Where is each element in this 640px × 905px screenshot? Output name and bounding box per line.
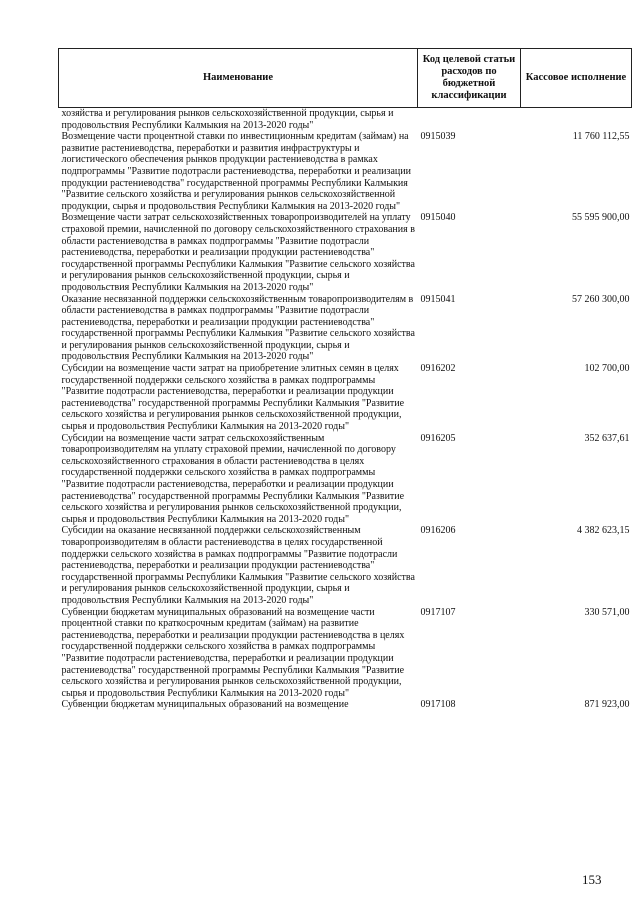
row-code: 0917107	[420, 606, 456, 618]
row-code: 0915041	[420, 293, 456, 305]
page-number: 153	[582, 872, 602, 887]
row-name: Возмещение части процентной ставки по инвестиционным кредитам (займам) на развитие растениеводства, переработки и развития инфраструктуры и логистического обеспечения рынков продукции растениеводства в рамках подпрограммы "Развитие подотрасли растениеводства, переработки и реализации продукции растениеводства" государственной программы Республики Калмыкия "Развитие сельского хозяйства и регулирования рынков сельскохозяйственной продукции, сырья и продовольствия Республики Калмыкия на 2013-2020 годы"	[61, 131, 411, 212]
row-code: 0916205	[420, 432, 456, 444]
header-code: Код целевой статьи расходов по бюджетной классификации	[418, 49, 521, 108]
table-row	[59, 108, 632, 132]
table-row	[59, 433, 632, 526]
table-row	[59, 525, 632, 606]
row-name: Возмещение части затрат сельскохозяйственных товаропроизводителей на уплату страховой премии, начисленной по договору сельскохозяйственного страхования в области растениеводства в рамках подпрограммы "Развитие подотрасли растениеводства, переработки и реализации продукции растениеводства" государственной программы Республики Калмыкия "Развитие сельского хозяйства и регулирования рынков сельскохозяйственной продукции, сырья и продовольствия Республики Калмыкия на 2013-2020 годы"	[61, 212, 415, 293]
row-name: Субсидии на оказание несвязанной поддержки сельскохозяйственным товаропроизводителям в области растениеводства в целях государственной поддержки сельского хозяйства в рамках подпрограммы "Развитие подотрасли растениеводства, переработки и реализации продукции растениеводства" государственной программы Республики Калмыкия "Развитие сельского хозяйства и регулирования рынков сельскохозяйственной продукции, сырья и продовольствия Республики Калмыкия на 2013-2020 годы"	[61, 525, 415, 606]
table-row	[59, 212, 632, 293]
row-code	[418, 108, 521, 132]
table-row	[59, 607, 632, 700]
row-name: Оказание несвязанной поддержки сельскохозяйственным товаропроизводителям в области растениеводства в рамках подпрограммы "Развитие подотрасли растениеводства, переработки и реализации продукции растениеводства" государственной программы Республики Калмыкия "Развитие сельского хозяйства и регулирования рынков сельскохозяйственной продукции, сырья и продовольствия Республики Калмыкия на 2013-2020 годы"	[61, 293, 415, 363]
row-amount: 57 260 300,00	[572, 293, 630, 305]
row-amount	[521, 108, 632, 132]
row-amount: 11 760 112,55	[572, 131, 630, 143]
row-code: 0916206	[420, 525, 456, 537]
row-amount: 55 595 900,00	[572, 212, 630, 224]
row-code: 0917108	[420, 699, 456, 711]
row-code: 0915040	[420, 212, 456, 224]
table-row	[59, 294, 632, 364]
header-execution: Кассовое исполнение	[521, 49, 632, 108]
row-amount: 330 571,00	[584, 606, 630, 618]
header-name: Наименование	[59, 49, 418, 108]
budget-execution-table	[58, 48, 632, 711]
row-name: Субвенции бюджетам муниципальных образований на возмещение части процентной ставки по краткосрочным кредитам (займам) на развитие растениеводства, переработки и реализации продукции растениеводства в целях государственной поддержки сельского хозяйства в рамках подпрограммы "Развитие подотрасли растениеводства, переработки и реализации продукции растениеводства" государственной программы Республики Калмыкия "Развитие сельского хозяйства и регулирования рынков сельскохозяйственной продукции, сырья и продовольствия Республики Калмыкия на 2013-2020 годы"	[61, 606, 405, 699]
row-code: 0915039	[420, 131, 456, 143]
row-name: хозяйства и регулирования рынков сельскохозяйственной продукции, сырья и продовольствия Республики Калмыкия на 2013-2020 годы"	[61, 108, 394, 131]
table-row	[59, 131, 632, 212]
row-amount: 102 700,00	[584, 363, 630, 375]
row-amount: 352 637,61	[584, 432, 630, 444]
row-code: 0916202	[420, 363, 456, 375]
row-name: Субсидии на возмещение части затрат на приобретение элитных семян в целях государственной поддержки сельского хозяйства в рамках подпрограммы "Развитие подотрасли растениеводства, переработки и реализации продукции растениеводства" государственной программы Республики Калмыкия "Развитие сельского хозяйства и регулирования рынков сельскохозяйственной продукции, сырья и продовольствия Республики Калмыкия на 2013-2020 годы"	[61, 363, 405, 433]
table-body	[59, 108, 632, 711]
table-row	[59, 699, 632, 711]
table-header-row	[59, 49, 632, 108]
row-name: Субсидии на возмещение части затрат сельскохозяйственным товаропроизводителям на уплату страховой премии, начисленной по договору сельскохозяйственного страхования в области растениеводства в целях государственной поддержки сельского хозяйства в рамках подпрограммы "Развитие подотрасли растениеводства, переработки и реализации продукции растениеводства" государственной программы Республики Калмыкия "Развитие сельского хозяйства и регулирования рынков сельскохозяйственной продукции, сырья и продовольствия Республики Калмыкия на 2013-2020 годы"	[61, 432, 405, 525]
row-amount: 871 923,00	[584, 699, 630, 711]
row-amount: 4 382 623,15	[577, 525, 630, 537]
table-row	[59, 363, 632, 433]
row-name: Субвенции бюджетам муниципальных образований на возмещение	[61, 699, 349, 711]
